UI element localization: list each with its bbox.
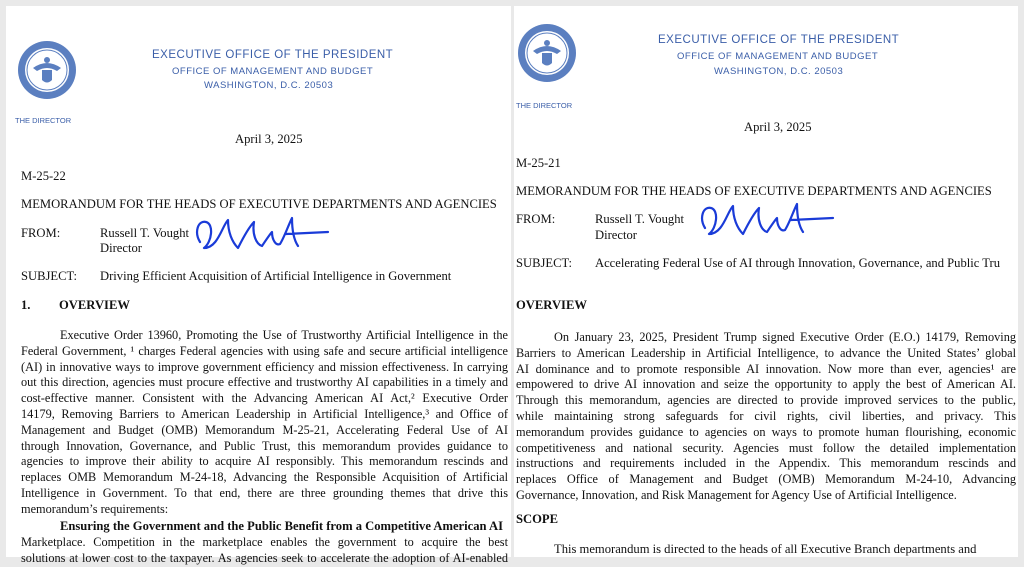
paragraph-line: through Innovation, Governance, and Public Trust, this memorandum provides guidance to: [21, 438, 508, 453]
paragraph-line: replaces Office of Management and Budget (OMB) Memorandum M-24-10, Advancing: [516, 472, 1016, 487]
paragraph-line: Marketplace. Competition in the marketplace enables the government to acquire the best: [21, 535, 508, 549]
memo-page-m-25-21: [514, 6, 1018, 557]
memo-addressee: MEMORANDUM FOR THE HEADS OF EXECUTIVE DEPARTMENTS AND AGENCIES: [516, 184, 992, 198]
paragraph-line: while maintaining strong safeguards for civil rights, civil liberties, and privacy. This: [516, 408, 1016, 423]
paragraph-line: Intelligence in Government. To that end, there are three grounding themes that drive this: [21, 485, 508, 500]
from-name: Russell T. Vought: [595, 212, 684, 226]
paragraph-line: empowered to drive AI innovation and seize the opportunity to apply the best of American AI.: [516, 377, 1016, 392]
theme-heading: Ensuring the Government and the Public Benefit from a Competitive American AI: [60, 519, 503, 533]
paragraph-line: competitiveness and national security. Agencies must follow the detailed implementation: [516, 440, 1016, 455]
paragraph-line: agencies to improve their ability to acquire AI responsibly. This memorandum rescinds and: [21, 454, 508, 469]
paragraph-line: instructions and requirements included in the Appendix. This memorandum rescinds and: [516, 456, 1016, 471]
letterhead-line-1: EXECUTIVE OFFICE OF THE PRESIDENT: [152, 49, 394, 61]
scope-paragraph-line: This memorandum is directed to the heads of all Executive Branch departments and: [554, 542, 977, 556]
subject-label: SUBJECT:: [21, 269, 78, 283]
from-title: Director: [100, 241, 142, 255]
letterhead-line-2: OFFICE OF MANAGEMENT AND BUDGET: [677, 51, 879, 62]
memo-number: M-25-21: [516, 156, 561, 170]
from-name: Russell T. Vought: [100, 226, 189, 240]
the-director-label: THE DIRECTOR: [15, 116, 72, 125]
paragraph-line: 14179, Removing Barriers to American Leadership in Artificial Intelligence,³ and Office of: [21, 406, 508, 421]
subject-text: Driving Efficient Acquisition of Artificial Intelligence in Government: [100, 269, 452, 283]
paragraph-line: replaces OMB Memorandum M-24-18, Advancing the Responsible Acquisition of Artificial: [21, 470, 508, 485]
paragraph-line: solutions at lower cost to the taxpayer. As agencies seek to accelerate the adoption of AI-enabled: [21, 550, 508, 565]
paragraph-line: memorandum provides guidance to agencies on ways to promote human flourishing, economic: [516, 424, 1016, 439]
presidential-seal-icon: [17, 40, 77, 100]
overview-paragraph: [21, 328, 508, 518]
paragraph-line: Through this memorandum, agencies are directed to provide improved services to the public,: [516, 393, 1016, 408]
paragraph-line: Management and Budget (OMB) Memorandum M-25-21, Accelerating Federal Use of AI: [21, 422, 508, 437]
paragraph-line: out this direction, agencies must procure effective and trustworthy AI capabilities in a timely and: [21, 375, 508, 390]
paragraph-line: Federal Government, ¹ charges Federal agencies with using safe and secure artificial intelligence: [21, 343, 508, 358]
signature-icon: [697, 198, 837, 242]
section-title-overview: OVERVIEW: [516, 298, 587, 312]
memo-page-m-25-22: [6, 6, 511, 565]
memo-date: April 3, 2025: [744, 120, 812, 134]
the-director-label: THE DIRECTOR: [516, 101, 573, 110]
from-label: FROM:: [21, 226, 61, 240]
letterhead-line-3: WASHINGTON, D.C. 20503: [714, 66, 844, 77]
memo-number: M-25-22: [21, 169, 66, 183]
paragraph-line: On January 23, 2025, President Trump signed Executive Order (E.O.) 14179, Removing: [554, 330, 1016, 344]
letterhead-line-3: WASHINGTON, D.C. 20503: [204, 80, 334, 91]
memo-addressee: MEMORANDUM FOR THE HEADS OF EXECUTIVE DEPARTMENTS AND AGENCIES: [21, 197, 497, 211]
paragraph-line: (AI) in innovative ways to improve government efficiency and mission effectiveness. In carrying: [21, 359, 508, 374]
paragraph-line: memorandum’s requirements:: [21, 501, 169, 516]
subject-text: Accelerating Federal Use of AI through Innovation, Governance, and Public Tru: [595, 256, 1000, 270]
paragraph-line: Barriers to American Leadership in Artificial Intelligence, to advance the United States’ global: [516, 345, 1016, 360]
letterhead-line-2: OFFICE OF MANAGEMENT AND BUDGET: [172, 66, 374, 77]
paragraph-line: cost-effective manner. Consistent with the Advancing American AI Act,² Executive Order: [21, 391, 508, 406]
paragraph-line: AI dominance and to promote responsible AI innovation. Now more than ever, agencies¹ are: [516, 361, 1016, 376]
from-title: Director: [595, 228, 637, 242]
paragraph-line: Executive Order 13960, Promoting the Use of Trustworthy Artificial Intelligence in the: [60, 328, 508, 342]
subject-label: SUBJECT:: [516, 256, 573, 270]
section-title-scope: SCOPE: [516, 512, 558, 526]
presidential-seal-icon: [517, 23, 577, 83]
letterhead-line-1: EXECUTIVE OFFICE OF THE PRESIDENT: [658, 34, 900, 46]
section-number: 1.: [21, 298, 31, 312]
signature-icon: [192, 212, 332, 256]
memo-date: April 3, 2025: [235, 132, 303, 146]
overview-paragraph: [516, 330, 1016, 504]
theme-paragraph: [21, 535, 508, 567]
paragraph-line: Governance, Innovation, and Risk Management for Agency Use of Artificial Intelligence.: [516, 487, 957, 502]
from-label: FROM:: [516, 212, 556, 226]
section-title-overview: OVERVIEW: [59, 298, 130, 312]
